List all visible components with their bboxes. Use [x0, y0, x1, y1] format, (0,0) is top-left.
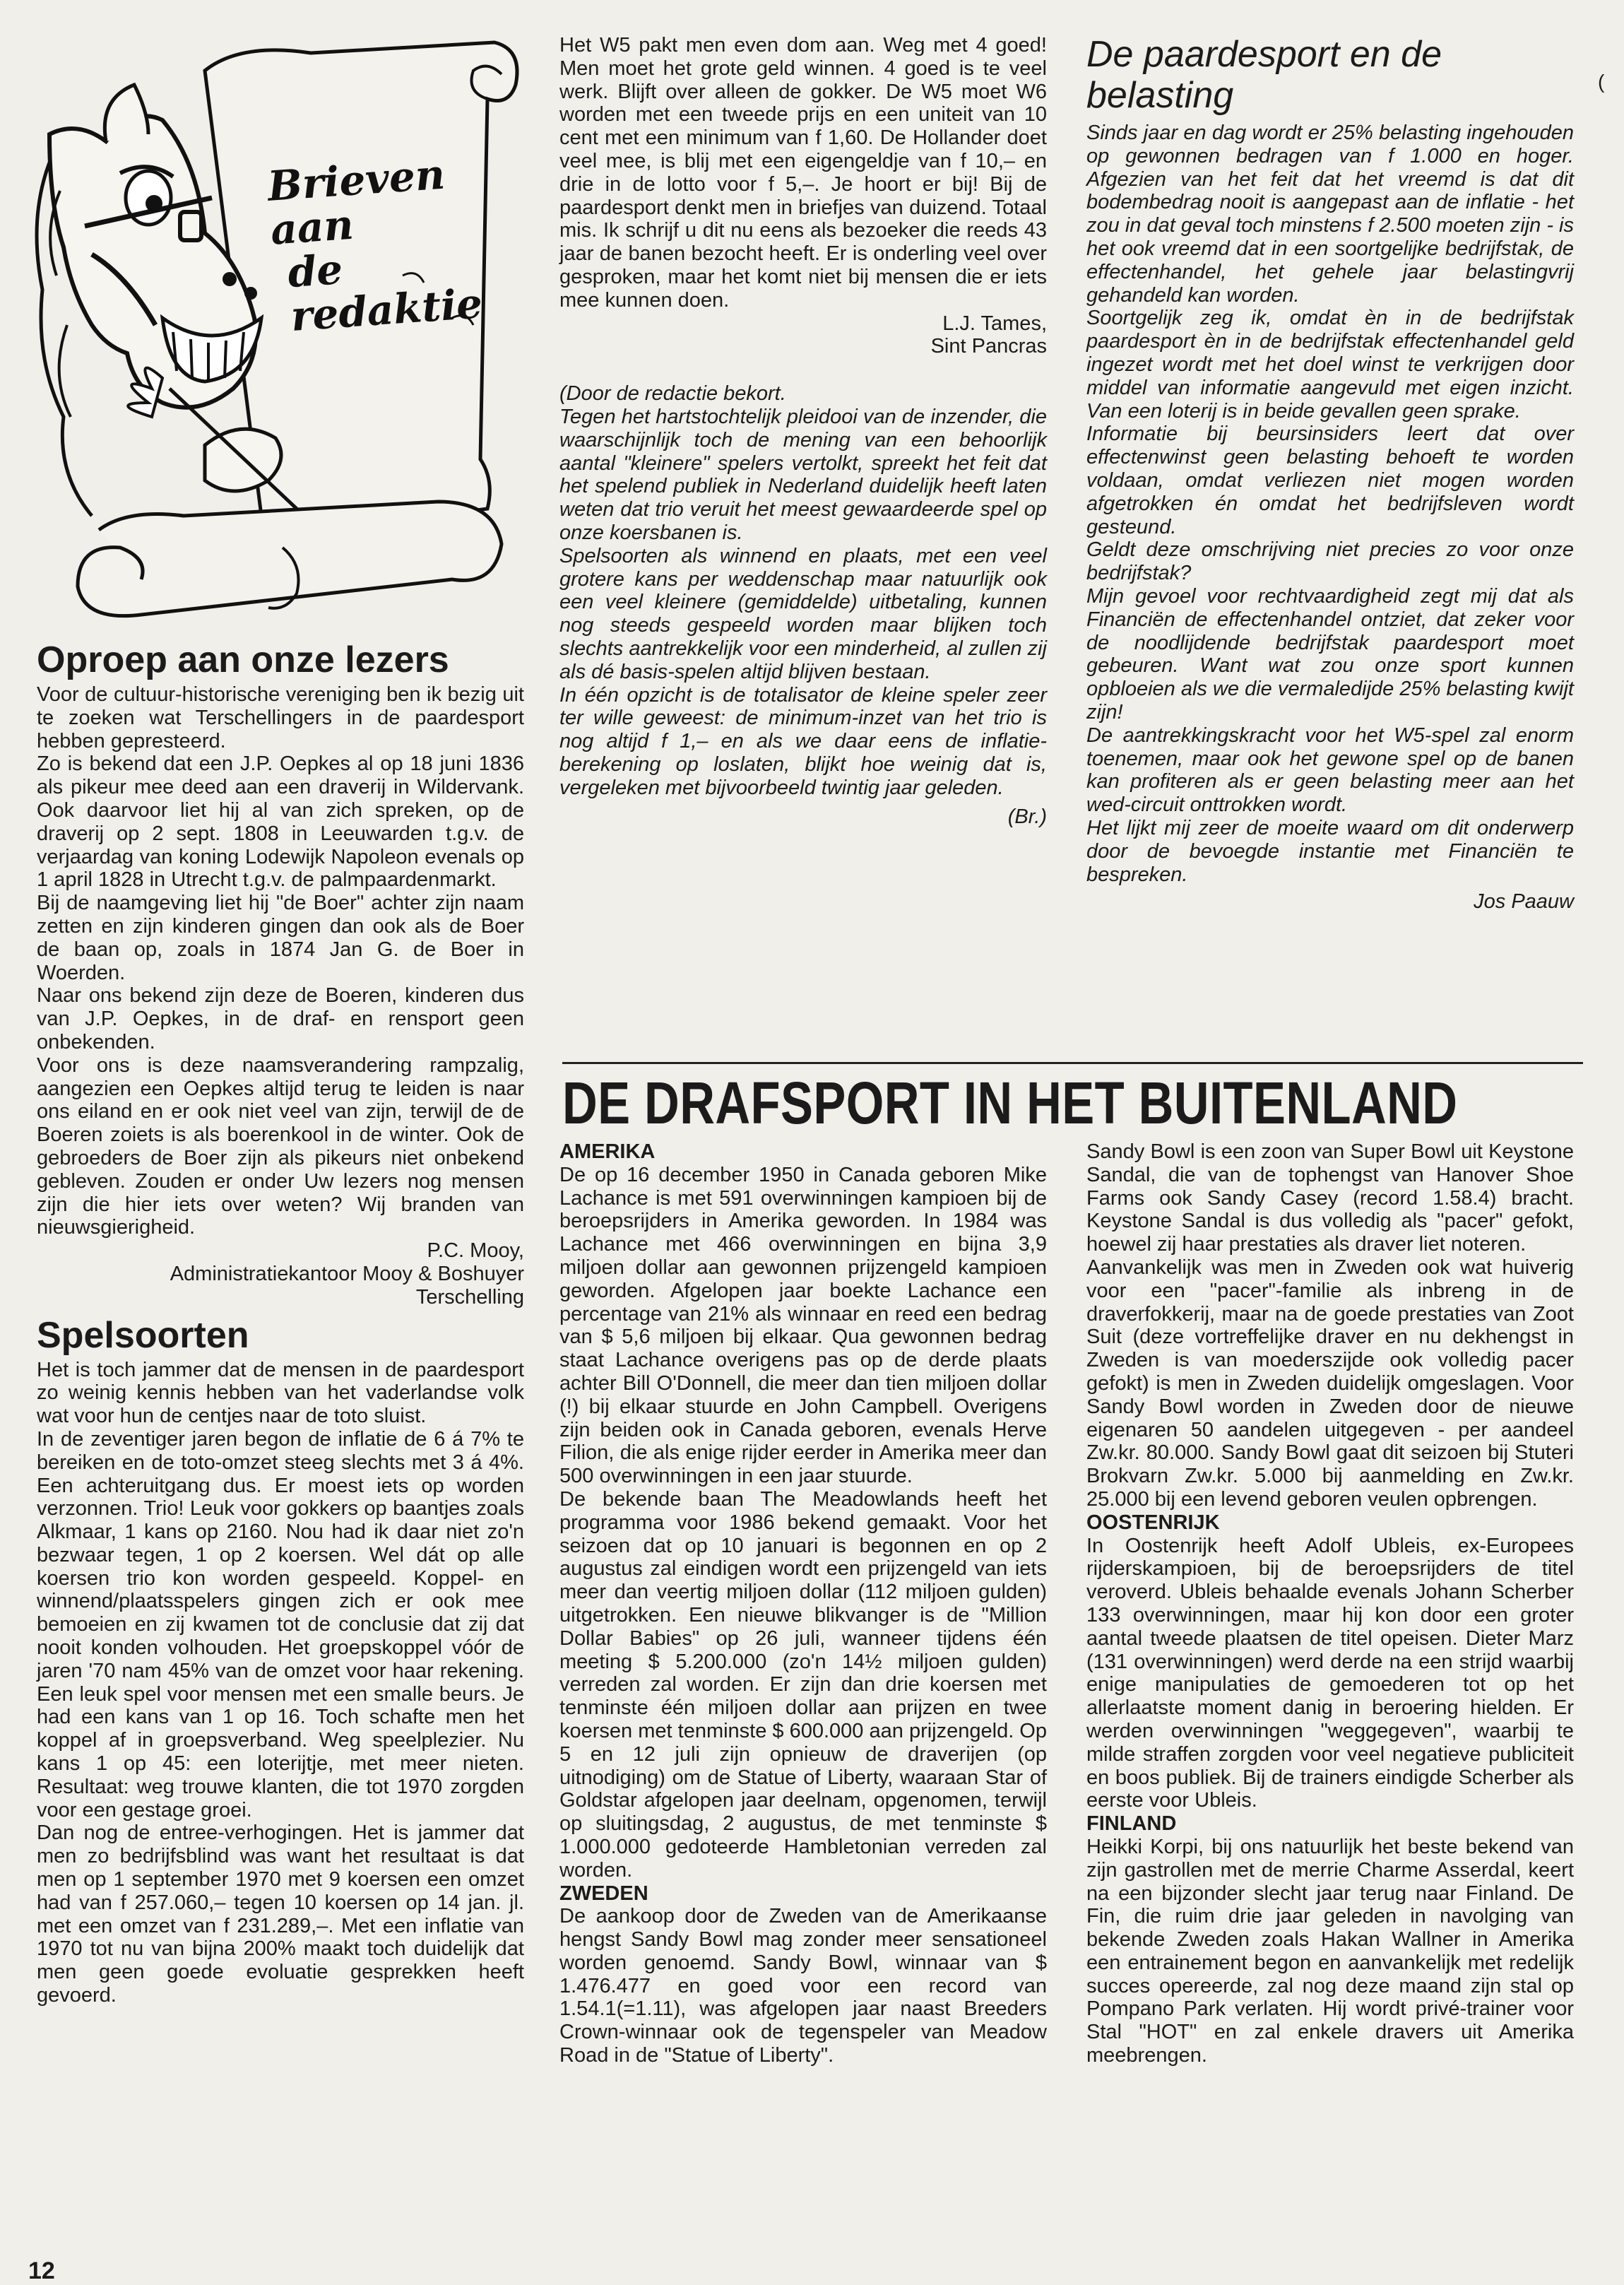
- editorial-paragraph-3: In één opzicht is de totalisator de kleine speler zeer ter wille geweest: de minimum-inzet van het trio is nog altijd f 1,– en als we daar eens de inflatie-berekening op loslaten, blijkt hoe weinig dat is, vergeleken met bijvoorbeeld twintig jaar geleden.: [559, 683, 1047, 799]
- illustration-title-line1: Brieven aan: [266, 150, 447, 254]
- section-banner: [562, 1062, 1583, 1135]
- column-4: [559, 1140, 1047, 2067]
- column-5: [1086, 1140, 1574, 2067]
- heading-belasting-line2: belasting: [1086, 75, 1234, 116]
- editorial-intro: (Door de redactie bekort.: [559, 382, 786, 406]
- illustration-title-line2: de redaktie: [286, 244, 485, 341]
- tames-letter-paragraph: Het W5 pakt men even dom aan. Weg met 4 goed! Men moet het grote geld winnen. 4 goed is te veel werk. Blijft over alleen de gokker. De W5 moet W6 worden met een tweede prijs en een uniteit van 10 cent met een minimum van f 1,60. De Hollander doet veel mee, is blij met een eigengeldje van f 10,– en drie in de lotto voor f 5,–. Je hoort er bij! Bij de paardesport denkt men in briefjes van duizend. Totaal mis. Ik schrijf u dit nu eens als bezoeker die reeds 43 jaar de banen bezocht heeft. Er is onderling veel over gesproken, maar het komt niet bij mensen die er iets mee kunnen doen.: [559, 34, 1047, 312]
- heading-belasting-line1: De paardesport en de: [1086, 34, 1442, 75]
- signature-tames-name: L.J. Tames,: [942, 312, 1047, 335]
- belasting-paragraph-1: Sinds jaar en dag wordt er 25% belasting ingehouden op gewonnen bedragen van f 1.000 en hoger. Afgezien van het feit dat het vreemd is dat dit bodembedrag nooit is aangepast aan de inflatie - het zou in dat geval toch minstens f 2.500 moeten zijn - is het ook vreemd dat in een soortgelijke bedrijfstak, de effectenhandel, het gehele jaar belastingvrij gehandeld kan worden.: [1086, 122, 1574, 307]
- sandy-bowl-paragraph-2: Aanvankelijk was men in Zweden ook wat huiverig voor een "pacer"-familie als inbreng in de draverfokkerij, maar na de goede prestaties van Zoot Suit (deze vortreffelijke draver en nu dekhengst in Zweden is van moederszijde ook volledig pacer gefokt) is men in Zweden duidelijk omgeslagen. Voor Sandy Bowl worden in Zweden door de nieuwe eigenaren 50 aandelen uitgegeven - per aandeel Zw.kr. 80.000. Sandy Bowl gaat dit seizoen bij Stuteri Brokvarn Zw.kr. 5.000 bij aanmelding en Zw.kr. 25.000 bij een levend geboren veulen opbrengen.: [1086, 1256, 1574, 1511]
- heading-belasting: [1086, 34, 1574, 116]
- belasting-paragraph-3: Informatie bij beursinsiders leert dat over effectenwinst geen belasting behoeft te worden voldaan, omdat verliezen niet mogen worden afgetrokken én omdat het bedrijfsleven wordt gesteund.: [1086, 423, 1574, 538]
- oproep-paragraph-5: Voor ons is deze naamsverandering rampzalig, aangezien een Oepkes altijd terug te leiden is naar ons eiland en er ook niet veel van zijn, terwijl de de Boeren zoiets is als boerenkool in de winter. Ook de gebroeders de Boer zijn als pikeurs niet onbekend gebleven. Zouden er onder Uw lezers nog mensen zijn die hier iets over weten? Wij branden van nieuwsgierigheid.: [37, 1053, 524, 1239]
- column-1: [37, 639, 524, 2007]
- country-amerika: AMERIKA: [559, 1140, 656, 1163]
- oostenrijk-paragraph: In Oostenrijk heeft Adolf Ubleis, ex-Europees rijderskampioen, bij de beroepsrijders de titel veroverd. Ubleis behaalde evenals Johann Scherber 133 overwinningen, maar hij kon door een groter aantal tweede plaatsen de titel opeisen. Dieter Marz (131 overwinningen) werd derde na een strijd waarbij enige manipulaties de gemoederen tot op het allerlaatste moment danig in beroering hielden. Er werden overwinningen "weggegeven", waarbij te milde straffen zorgden voor veel negatieve publiciteit en boos publiek. Bij de trainers eindigde Scherber als eerste voor Ubleis.: [1086, 1534, 1574, 1812]
- signature-mooy-name: P.C. Mooy,: [427, 1239, 524, 1263]
- amerika-paragraph-1: De op 16 december 1950 in Canada geboren Mike Lachance is met 591 overwinningen kampioen bij de beroepsrijders in Amerika geworden. In 1984 was Lachance met 466 overwinningen en bijna 3,9 miljoen dollar aan gewonnen prijzengeld kampioen geworden. Afgelopen jaar boekte Lachance een percentage van 21% als winnaar en reed een bedrag van $ 5,6 miljoen bij elkaar. Qua gewonnen bedrag staat Lachance overigens pas op de derde plaats achter Bill O'Donnell, die meer dan tien miljoen dollar (!) bij elkaar stuurde en John Campbell. Overigens zijn beiden ook in Canada geboren, evenals Herve Filion, die als enige rijder eerder in Amerika meer dan 500 overwinningen in een jaar stuurde.: [559, 1163, 1047, 1488]
- heading-spelsoorten: Spelsoorten: [37, 1314, 249, 1356]
- signature-paauw: Jos Paauw: [1474, 890, 1574, 914]
- oproep-paragraph-2: Zo is bekend dat een J.P. Oepkes al op 18 juni 1836 als pikeur mee deed aan een draverij in Wildervank. Ook daarvoor liet hij al van zich spreken, op de draverij op 2 sept. 1808 in Leeuwarden t.g.v. de verjaardag van koning Lodewijk Napoleon evenals op 1 april 1828 in Utrecht t.g.v. de palmpaardenmarkt.: [37, 752, 524, 892]
- amerika-paragraph-2: De bekende baan The Meadowlands heeft het programma voor 1986 bekend gemaakt. Voor het seizoen dat op 10 januari is begonnen en op 2 augustus zal eindigen wordt een prijzengeld van iets meer dan veertig miljoen dollar (112 miljoen gulden) uitgetrokken. Een nieuwe blikvanger is de "Million Dollar Babies" op 26 juli, wanneer tijdens één meeting $ 5.200.000 (zo'n 14½ miljoen gulden) verreden zal worden. Er zijn dan drie koersen met tenminste één miljoen dollar aan prijzen en twee koersen met tenminste $ 600.000 aan prijzengeld. Op 5 en 12 juli zijn opnieuw de draverijen (op uitnodiging) om de Statue of Liberty, waaraan Star of Goldstar afgelopen jaar deelnam, opgenomen, terwijl op sluitingsdag, 2 augustus, de met tenminste $ 1.000.000 gedoteerde Hambletonian verreden zal worden.: [559, 1487, 1047, 1882]
- editorial-paragraph-2: Spelsoorten als winnend en plaats, met een veel grotere kans per weddenschap maar natuurlijk ook een veel kleinere (gemiddelde) uitbetaling, kunnen nog steeds gespeeld worden maar blijken toch slechts aantrekkelijk voor een minderheid, al zullen zij als dé basis-spelen altijd blijven bestaan.: [559, 544, 1047, 683]
- finland-paragraph: Heikki Korpi, bij ons natuurlijk het beste bekend van zijn gastrollen met de merrie Charme Asserdal, keert na een bijzonder slecht jaar terug naar Finland. De Fin, die ruim drie jaar geleden in navolging van bekende Zweden zoals Hakan Wallner in Amerika een entrainement begon en aanvankelijk met redelijk succes opereerde, zal nog deze maand zijn stal op Pompano Park verlaten. Hij wordt privé-trainer voor Stal "HOT" en zal enkele dravers uit Amerika meebrengen.: [1086, 1835, 1574, 2067]
- belasting-paragraph-7: Het lijkt mij zeer de moeite waard om dit onderwerp door de bevoegde instantie met Financiën te bespreken.: [1086, 816, 1574, 886]
- spelsoorten-paragraph-2: In de zeventiger jaren begon de inflatie de 6 á 7% te bereiken en de toto-omzet steeg slechts met 3 á 4%. Een achteruitgang dus. Er moest iets op worden verzonnen. Trio! Leuk voor gokkers op baantjes zoals Alkmaar, 1 kans op 2160. Nou had ik daar niet zo'n bezwaar tegen, 1 op 2 koersen. Wel dát op alle koersen trio kon worden gespeeld. Koppel- en winnend/plaatsspelers gingen zich er ook mee bemoeien en zij kwamen tot de conclusie dat zij dat nooit konden volhouden. Het groepskoppel vóór de jaren '70 nam 45% van de omzet voor haar rekening. Een leuk spel voor mensen met een smalle beurs. Je had een kans van 1 op 16. Toch schafte men het koppel af in groepsverband. Weg speelplezier. Nu kans 1 op 45: een loterijtje, met meer nieten. Resultaat: weg trouwe klanten, die tot 1970 zorgden voor een gestage groei.: [37, 1427, 524, 1821]
- oproep-paragraph-4: Naar ons bekend zijn deze de Boeren, kinderen dus van J.P. Oepkes, in de draf- en rensport geen onbekenden.: [37, 984, 524, 1053]
- zweden-paragraph: De aankoop door de Zweden van de Amerikaanse hengst Sandy Bowl mag zonder meer sensationeel worden genoemd. Sandy Bowl, winnaar van $ 1.476.477 en goed voor een record van 1.54.1(=1.11), was afgelopen jaar naast Breeders Crown-winnaar ook de tegenspeler van Meadow Road in de "Statue of Liberty".: [559, 1905, 1047, 2067]
- belasting-paragraph-4: Geldt deze omschrijving niet precies zo voor onze bedrijfstak?: [1086, 538, 1574, 585]
- oproep-paragraph-1: Voor de cultuur-historische vereniging ben ik bezig uit te zoeken wat Terschellingers in de paardesport hebben gepresteerd.: [37, 683, 524, 752]
- signature-mooy-company: Administratiekantoor Mooy & Boshuyer: [170, 1262, 524, 1285]
- column-2: [559, 34, 1047, 828]
- oproep-paragraph-3: Bij de naamgeving liet hij "de Boer" achter zijn naam zetten en zijn kinderen gingen dan ook als de Boer de baan op, zoals in 1874 Jan G. de Boer in Woerden.: [37, 892, 524, 984]
- illustration: [28, 21, 530, 636]
- country-oostenrijk: OOSTENRIJK: [1086, 1511, 1220, 1534]
- country-finland: FINLAND: [1086, 1812, 1177, 1836]
- illustration-title: [266, 147, 535, 340]
- signature-tames-place: Sint Pancras: [930, 335, 1047, 358]
- heading-oproep: Oproep aan onze lezers: [37, 639, 449, 680]
- signature-mooy-place: Terschelling: [415, 1285, 524, 1309]
- country-zweden: ZWEDEN: [559, 1882, 648, 1905]
- belasting-paragraph-2: Soortgelijk zeg ik, omdat èn in de bedrijfstak paardesport èn in de bedrijfstak effectenhandel geld ingezet wordt met het doel winst te verkrijgen door middel van informatie aangevuld met eigen inzicht. Van een loterij is in beide gevallen geen sprake.: [1086, 307, 1574, 423]
- page-number: 12: [28, 2257, 55, 2284]
- belasting-paragraph-6: De aantrekkingskracht voor het W5-spel zal enorm toenemen, maar ook het gewone spel op de banen kan profiteren als er geen belasting meer aan het wed-circuit onttrokken wordt.: [1086, 724, 1574, 817]
- banner-title: DE DRAFSPORT IN HET BUITENLAND: [562, 1070, 1458, 1136]
- column-3: [1086, 34, 1574, 914]
- editorial-signature: (Br.): [1007, 805, 1047, 828]
- editorial-paragraph-1: Tegen het hartstochtelijk pleidooi van de inzender, die waarschijnlijk toch de mening van een behoorlijk aantal "kleinere" spelers vertolkt, spreekt het feit dat het spelend publiek in Nederland duidelijk heeft laten weten dat trio veruit het meest gewaardeerde spel op onze koersbanen is.: [559, 405, 1047, 544]
- spelsoorten-paragraph-3: Dan nog de entree-verhogingen. Het is jammer dat men zo bedrijfsblind was want het resultaat is dat men op 1 september 1970 met 9 koersen een omzet had van f 257.060,– tegen 10 koersen op 14 jan. jl. met een omzet van f 231.289,–. Met een inflatie van 1970 tot nu van bijna 200% maakt toch duidelijk dat men geen goede evoluatie gesprekken heeft gevoerd.: [37, 1821, 524, 2007]
- belasting-paragraph-5: Mijn gevoel voor rechtvaardigheid zegt mij dat als Financiën de effectenhandel ontziet, dat zeker voor de noodlijdende bedrijfstak paardesport moet gebeuren. Want wat zou onze sport kunnen opbloeien als we die vermaledijde 25% belasting kwijt zijn!: [1086, 584, 1574, 724]
- spelsoorten-paragraph-1: Het is toch jammer dat de mensen in de paardesport zo weinig kennis hebben van het vaderlandse volk wat voor hun de centjes naar de toto sluist.: [37, 1358, 524, 1428]
- sandy-bowl-paragraph-1: Sandy Bowl is een zoon van Super Bowl uit Keystone Sandal, die van de tophengst van Hanover Shoe Farms ook Sandy Casey (record 1.58.4) bracht. Keystone Sandal is dus volledig als "pacer" gefokt, hoewel zij haar prestaties als draver liet noteren.: [1086, 1140, 1574, 1256]
- edge-mark: (: [1598, 71, 1605, 93]
